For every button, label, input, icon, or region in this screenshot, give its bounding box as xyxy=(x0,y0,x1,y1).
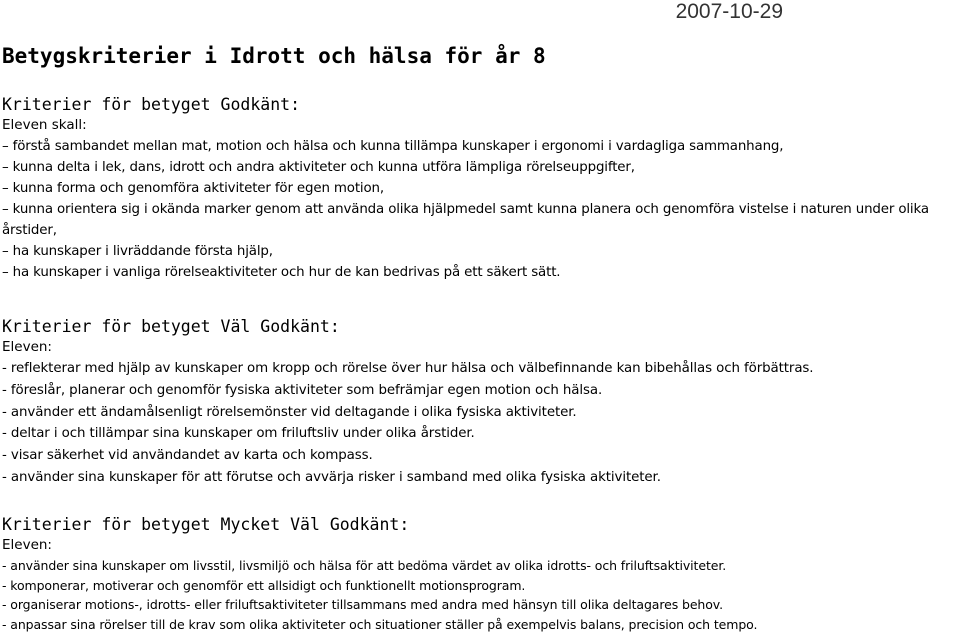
list-item: – förstå sambandet mellan mat, motion och hälsa och kunna tillämpa kunskaper i ergonomi i vardagliga sammanhang, xyxy=(2,139,784,154)
list-item: - föreslår, planerar och genomför fysiska aktiviteter som befrämjar egen motion och hälsa. xyxy=(2,382,603,398)
list-item: – ha kunskaper i livräddande första hjälp, xyxy=(2,244,273,259)
section-mycket-val-godkant xyxy=(2,514,958,634)
criteria-list xyxy=(2,556,958,634)
section-subheading: Eleven: xyxy=(2,537,52,553)
section-subheading: Eleven: xyxy=(2,339,52,355)
list-item: - visar säkerhet vid användandet av karta och kompass. xyxy=(2,448,373,464)
list-item: – kunna orientera sig i okända marker genom att använda olika hjälpmedel samt kunna planera och genomföra vistelse i naturen under olika årstider, xyxy=(2,202,929,238)
list-item: - använder sina kunskaper för att förutse och avvärja risker i samband med olika fysiska aktiviteter. xyxy=(2,469,661,485)
list-item: - komponerar, motiverar och genomför ett allsidigt och funktionellt motionsprogram. xyxy=(2,577,526,593)
criteria-list xyxy=(2,136,958,283)
section-subheading: Eleven skall: xyxy=(2,117,87,133)
list-item: - använder sina kunskaper om livsstil, livsmiljö och hälsa för att bedöma värdet av olika idrotts- och friluftsaktiviteter. xyxy=(2,558,727,573)
page-title: Betygskriterier i Idrott och hälsa för år 8 xyxy=(2,44,546,68)
section-val-godkant xyxy=(2,316,958,489)
section-godkant xyxy=(2,94,958,283)
list-item: - organiserar motions-, idrotts- eller friluftsaktiviteter tillsammans med andra med hänsyn till olika deltagares behov. xyxy=(2,597,723,612)
list-item: – kunna forma och genomföra aktiviteter för egen motion, xyxy=(2,181,384,196)
list-item: - deltar i och tillämpar sina kunskaper om friluftsliv under olika årstider. xyxy=(2,426,475,442)
list-item: - anpassar sina rörelser till de krav som olika aktiviteter och situationer ställer på exempelvis balans, precision och tempo. xyxy=(2,616,758,632)
document-date: 2007-10-29 xyxy=(675,0,783,23)
list-item: - reflekterar med hjälp av kunskaper om kropp och rörelse över hur hälsa och välbefinnande kan bibehållas och förbättras. xyxy=(2,361,814,376)
list-item: – ha kunskaper i vanliga rörelseaktiviteter och hur de kan bedrivas på ett säkert sätt. xyxy=(2,265,561,280)
section-heading: Kriterier för betyget Mycket Väl Godkänt: xyxy=(2,515,410,534)
list-item: - använder ett ändamålsenligt rörelsemönster vid deltagande i olika fysiska aktiviteter. xyxy=(2,404,577,420)
list-item: – kunna delta i lek, dans, idrott och andra aktiviteter och kunna utföra lämpliga rörelseuppgifter, xyxy=(2,160,635,175)
section-heading: Kriterier för betyget Väl Godkänt: xyxy=(2,317,340,336)
section-heading: Kriterier för betyget Godkänt: xyxy=(2,95,301,114)
criteria-list xyxy=(2,358,958,489)
